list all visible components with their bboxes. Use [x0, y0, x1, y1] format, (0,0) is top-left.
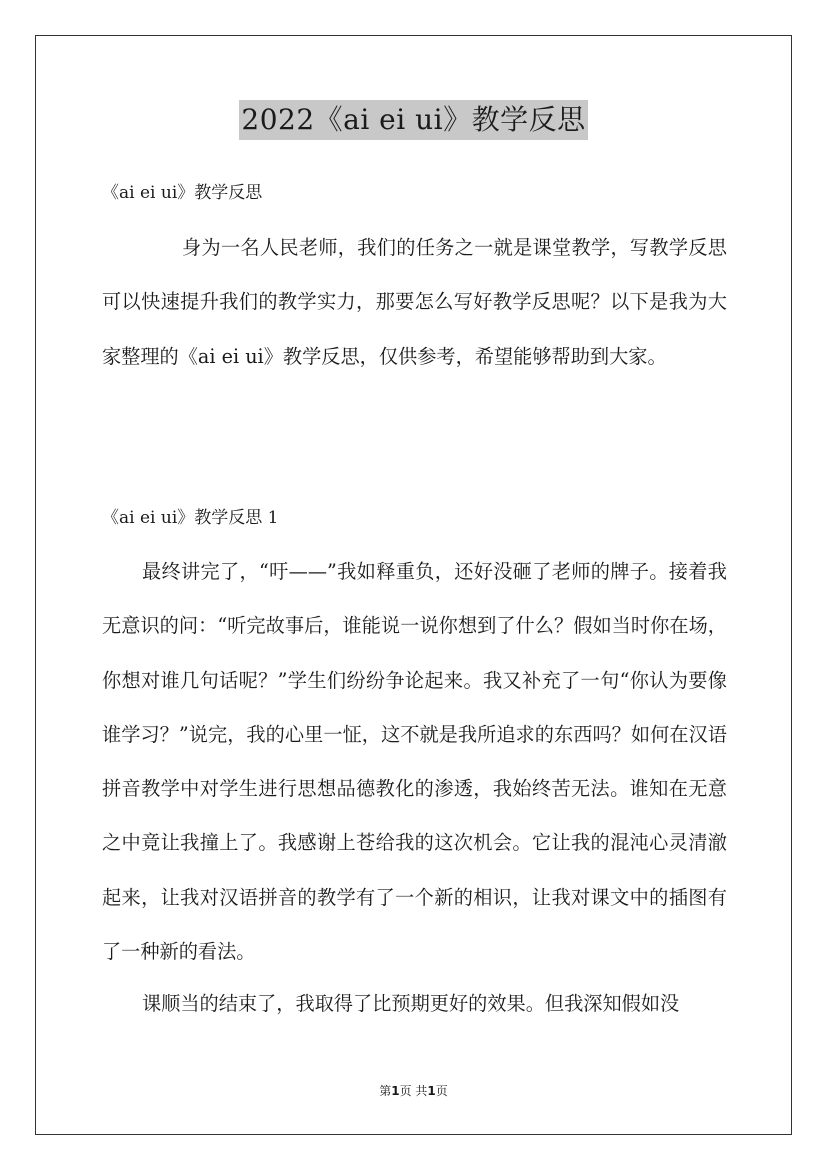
- footer-page-total: 1: [427, 1084, 436, 1098]
- body-paragraph-1: 最终讲完了，“吁——”我如释重负，还好没砸了老师的牌子。接着我无意识的问：“听完故事后，谁能说一说你想到了什么？假如当时你在场，你想对谁几句话呢？”学生们纷纷争论起来。我又补充了一句“你认为要像谁学习？”说完，我的心里一怔，这不就是我所追求的东西吗？如何在汉语拼音教学中对学生进行思想品德教化的渗透，我始终苦无法。谁知在无意之中竟让我撞上了。我感谢上苍给我的这次机会。它让我的混沌心灵清澈起来，让我对汉语拼音的教学有了一个新的相识，让我对课文中的插图有了一种新的看法。: [102, 560, 727, 964]
- footer-page-number: 1: [391, 1084, 400, 1098]
- document-subtitle: 《ai ei ui》教学反思: [102, 183, 263, 203]
- footer-page-suffix: 页: [435, 1084, 448, 1098]
- page-footer: [0, 1082, 827, 1100]
- document-title: 2022《ai ei ui》教学反思: [239, 100, 587, 140]
- section-heading: 《ai ei ui》教学反思 1: [102, 508, 279, 528]
- footer-page-mid: 页 共: [399, 1084, 428, 1098]
- footer-page-prefix: 第: [379, 1084, 392, 1098]
- body-paragraph-2: 课顺当的结束了，我取得了比预期更好的效果。但我深知假如没: [142, 992, 680, 1015]
- intro-paragraph: 身为一名人民老师，我们的任务之一就是课堂教学，写教学反思可以快速提升我们的教学实力，那要怎么写好教学反思呢？以下是我为大家整理的《ai ei ui》教学反思，仅供参考，希望能够帮助到大家。: [102, 236, 727, 368]
- title-container: [0, 100, 827, 140]
